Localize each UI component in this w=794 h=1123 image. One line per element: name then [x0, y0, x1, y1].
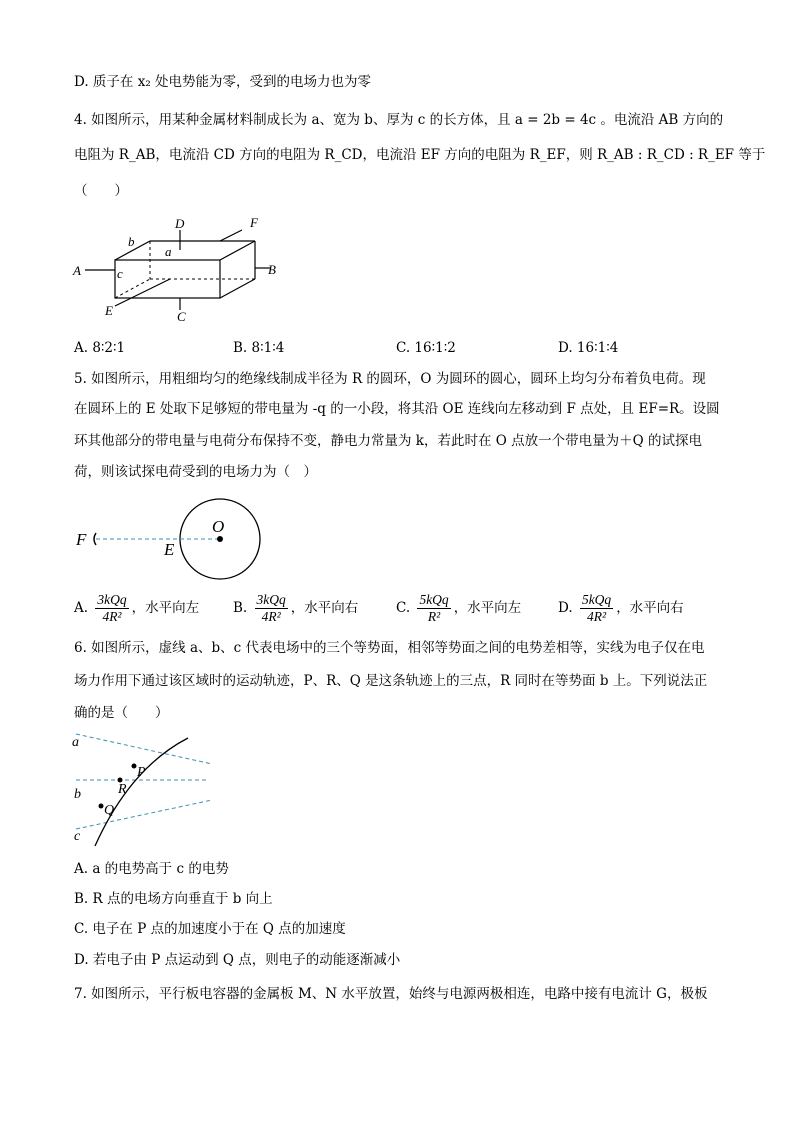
label-C: C — [177, 309, 186, 324]
q5-figure-ring — [70, 495, 270, 585]
label-E: E — [164, 540, 175, 559]
label-P: P — [137, 765, 146, 780]
q5-stem-line1: 5. 如图所示，用粗细均匀的绝缘线制成半径为 R 的圆环，O 为圆环的圆心，圆环上均匀分布着负电荷。现 — [74, 371, 706, 387]
label-c: c — [74, 829, 81, 844]
q5-option-d: D. $\frac{\text{5kQq}}{\text{4R²}}$ ，水平向右 — [558, 592, 684, 624]
label-c: c — [117, 266, 123, 281]
q5-stem-line3: 环其他部分的带电量与电荷分布保持不变，静电力常量为 k，若此时在 O 点放一个带电量为＋Q 的试探电 — [74, 433, 702, 449]
q4-stem-line1: 4. 如图所示，用某种金属材料制成长为 a、宽为 b、厚为 c 的长方体，且 a = 2b = 4c 。电流沿 AB 方向的 — [74, 112, 724, 128]
label-F: F — [76, 530, 87, 549]
label-D: D — [175, 216, 185, 231]
electron-trajectory — [95, 738, 188, 846]
q7-stem-line1: 7. 如图所示，平行板电容器的金属板 M、N 水平放置，始终与电源两极相连，电路中接有电流计 G，极板 — [74, 986, 708, 1002]
q6-stem-line1: 6. 如图所示，虚线 a、b、c 代表电场中的三个等势面，相邻等势面之间的电势差相等，实线为电子仅在电 — [74, 640, 705, 656]
q4-option-c: C. 16∶1∶2 — [396, 340, 456, 356]
q5-stem-line2: 在圆环上的 E 处取下足够短的带电量为 -q 的一小段，将其沿 OE 连线向左移动到 F 点处，且 EF=R。设圆 — [74, 401, 720, 417]
q6-stem-line2: 场力作用下通过该区域时的运动轨迹，P、R、Q 是这条轨迹上的三点，R 同时在等势面 b 上。下列说法正 — [74, 673, 708, 689]
q4-stem-line2: 电阻为 R_AB，电流沿 CD 方向的电阻为 R_CD，电流沿 EF 方向的电阻为 R_EF，则 R_AB : R_CD : R_EF 等于 — [74, 147, 766, 163]
q6-option-b: B. R 点的电场方向垂直于 b 向上 — [74, 891, 273, 907]
lead-f — [220, 230, 242, 241]
label-O: O — [212, 517, 225, 536]
q6-stem-line3: 确的是（ ） — [74, 705, 169, 721]
q5-option-b: B. $\frac{\text{3kQq}}{\text{4R²}}$ ，水平向右 — [233, 592, 359, 624]
label-b: b — [128, 234, 135, 249]
q5-option-c: C. $\frac{\text{5kQq}}{\text{R²}}$ ，水平向左 — [396, 592, 522, 624]
q6-option-c: C. 电子在 P 点的加速度小于在 Q 点的加速度 — [74, 921, 346, 937]
label-b: b — [74, 787, 81, 802]
label-a: a — [165, 244, 172, 259]
label-A: A — [73, 263, 81, 278]
q4-figure-cuboid — [70, 210, 290, 325]
q4-stem-line3: （ ） — [74, 183, 128, 199]
label-a: a — [72, 735, 79, 750]
label-B: B — [268, 262, 276, 277]
point-p-dot — [132, 764, 137, 769]
point-q-dot — [99, 804, 104, 809]
equipotential-a — [76, 734, 212, 764]
q6-option-a: A. a 的电势高于 c 的电势 — [74, 861, 229, 877]
q3-option-d: D. 质子在 x₂ 处电势能为零，受到的电场力也为零 — [74, 74, 372, 90]
q4-option-d: D. 16∶1∶4 — [558, 340, 619, 356]
equipotential-c — [76, 800, 212, 829]
label-F: F — [250, 215, 258, 230]
q5-stem-line4: 荷，则该试探电荷受到的电场力为（ ） — [74, 464, 317, 480]
q5-option-a: A. $\frac{\text{3kQq}}{\text{4R²}}$ ，水平向左 — [74, 592, 200, 624]
center-o-dot — [217, 536, 223, 542]
label-E: E — [105, 303, 113, 318]
q6-option-d: D. 若电子由 P 点运动到 Q 点，则电子的动能逐渐减小 — [74, 952, 401, 968]
q4-option-b: B. 8∶1∶4 — [233, 340, 285, 356]
q6-figure-equipotentials — [70, 728, 220, 850]
moved-charge-f — [94, 533, 96, 545]
label-R: R — [118, 782, 127, 797]
label-Q: Q — [104, 803, 115, 818]
q4-option-a: A. 8∶2∶1 — [74, 340, 126, 356]
